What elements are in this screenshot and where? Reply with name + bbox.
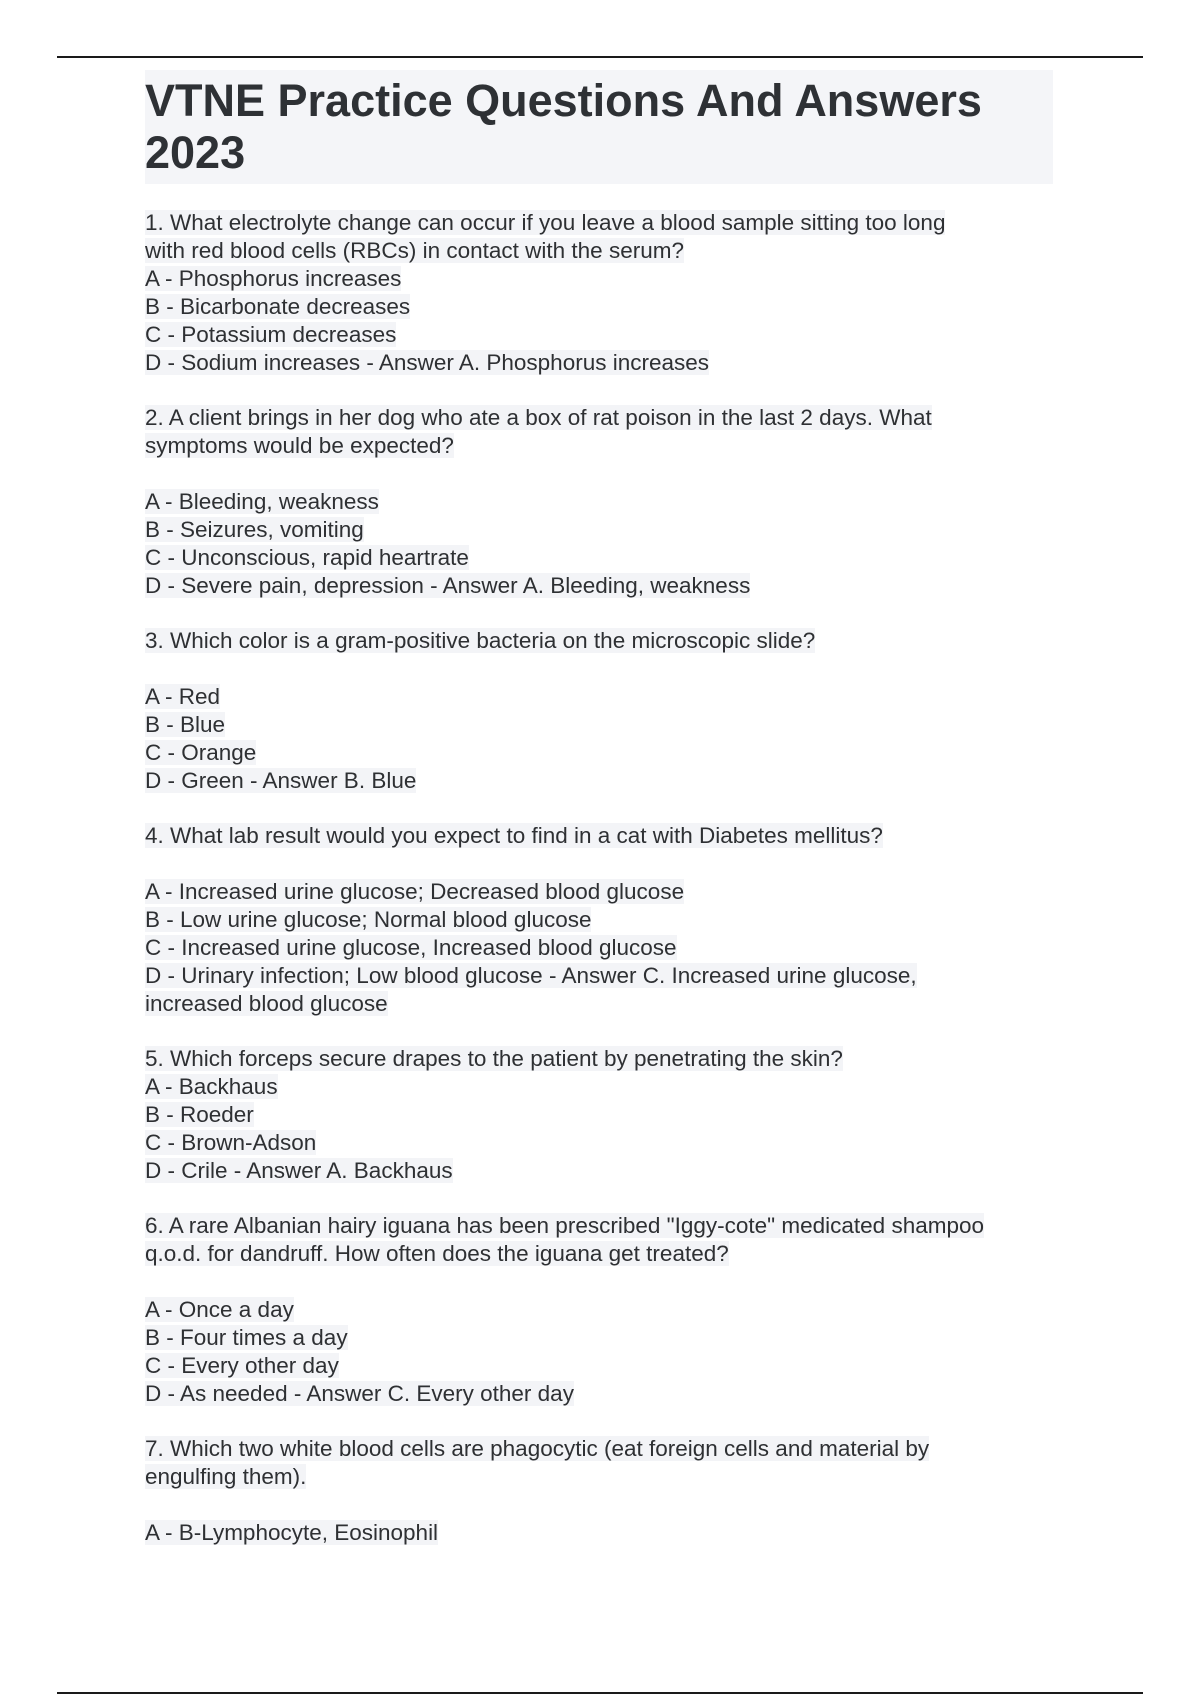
answer-option: B - Seizures, vomiting bbox=[145, 517, 364, 542]
question-3 bbox=[145, 627, 1055, 795]
blank-line bbox=[145, 850, 1055, 878]
answer-option: C - Unconscious, rapid heartrate bbox=[145, 545, 469, 570]
answer-option: D - Green - Answer B. Blue bbox=[145, 768, 417, 793]
answer-option: D - As needed - Answer C. Every other day bbox=[145, 1381, 574, 1406]
question-2 bbox=[145, 404, 1055, 600]
question-stem-line: with red blood cells (RBCs) in contact with the serum? bbox=[145, 238, 684, 263]
question-5 bbox=[145, 1045, 1055, 1185]
answer-option: A - Increased urine glucose; Decreased blood glucose bbox=[145, 879, 685, 904]
answer-option: D - Severe pain, depression - Answer A. Bleeding, weakness bbox=[145, 573, 751, 598]
answer-option: B - Bicarbonate decreases bbox=[145, 294, 411, 319]
bottom-rule bbox=[57, 1692, 1143, 1694]
answer-option: A - Phosphorus increases bbox=[145, 266, 402, 291]
document-title bbox=[145, 72, 1053, 179]
answer-option: A - B-Lymphocyte, Eosinophil bbox=[145, 1520, 439, 1545]
question-stem-line: 1. What electrolyte change can occur if you leave a blood sample sitting too long bbox=[145, 210, 946, 235]
title-line-2: 2023 bbox=[145, 127, 246, 178]
answer-option: C - Increased urine glucose, Increased blood glucose bbox=[145, 935, 677, 960]
question-list bbox=[145, 209, 1055, 1547]
title-block bbox=[145, 70, 1053, 184]
answer-option: C - Potassium decreases bbox=[145, 322, 397, 347]
question-stem-line: engulfing them). bbox=[145, 1464, 307, 1489]
blank-line bbox=[145, 655, 1055, 683]
question-1 bbox=[145, 209, 1055, 377]
answer-option: B - Roeder bbox=[145, 1102, 254, 1127]
question-stem-line: q.o.d. for dandruff. How often does the iguana get treated? bbox=[145, 1241, 729, 1266]
question-6 bbox=[145, 1212, 1055, 1408]
question-stem-line: 4. What lab result would you expect to find in a cat with Diabetes mellitus? bbox=[145, 823, 883, 848]
question-stem-line: 7. Which two white blood cells are phagocytic (eat foreign cells and material by bbox=[145, 1436, 930, 1461]
answer-option: A - Once a day bbox=[145, 1297, 294, 1322]
answer-option: C - Orange bbox=[145, 740, 257, 765]
answer-option: C - Brown-Adson bbox=[145, 1130, 317, 1155]
answer-option: D - Sodium increases - Answer A. Phosphorus increases bbox=[145, 350, 710, 375]
question-4 bbox=[145, 822, 1055, 1018]
answer-option: B - Blue bbox=[145, 712, 226, 737]
answer-option: D - Crile - Answer A. Backhaus bbox=[145, 1158, 453, 1183]
answer-option: A - Bleeding, weakness bbox=[145, 489, 379, 514]
question-stem-line: 5. Which forceps secure drapes to the patient by penetrating the skin? bbox=[145, 1046, 843, 1071]
question-7 bbox=[145, 1435, 1055, 1547]
answer-option: C - Every other day bbox=[145, 1353, 339, 1378]
question-stem-line: 3. Which color is a gram-positive bacteria on the microscopic slide? bbox=[145, 628, 816, 653]
blank-line bbox=[145, 1491, 1055, 1519]
answer-option: B - Four times a day bbox=[145, 1325, 348, 1350]
answer-option: B - Low urine glucose; Normal blood glucose bbox=[145, 907, 592, 932]
answer-option: D - Urinary infection; Low blood glucose - Answer C. Increased urine glucose, bbox=[145, 963, 917, 988]
question-stem-line: 6. A rare Albanian hairy iguana has been prescribed "Iggy-cote" medicated shampoo bbox=[145, 1213, 985, 1238]
top-rule bbox=[57, 56, 1143, 58]
question-stem-line: symptoms would be expected? bbox=[145, 433, 454, 458]
blank-line bbox=[145, 1268, 1055, 1296]
answer-option-continuation: increased blood glucose bbox=[145, 991, 388, 1016]
question-stem-line: 2. A client brings in her dog who ate a box of rat poison in the last 2 days. What bbox=[145, 405, 932, 430]
blank-line bbox=[145, 460, 1055, 488]
answer-option: A - Red bbox=[145, 684, 221, 709]
answer-option: A - Backhaus bbox=[145, 1074, 278, 1099]
title-line-1: VTNE Practice Questions And Answers bbox=[145, 75, 982, 126]
document-body bbox=[145, 70, 1055, 1574]
